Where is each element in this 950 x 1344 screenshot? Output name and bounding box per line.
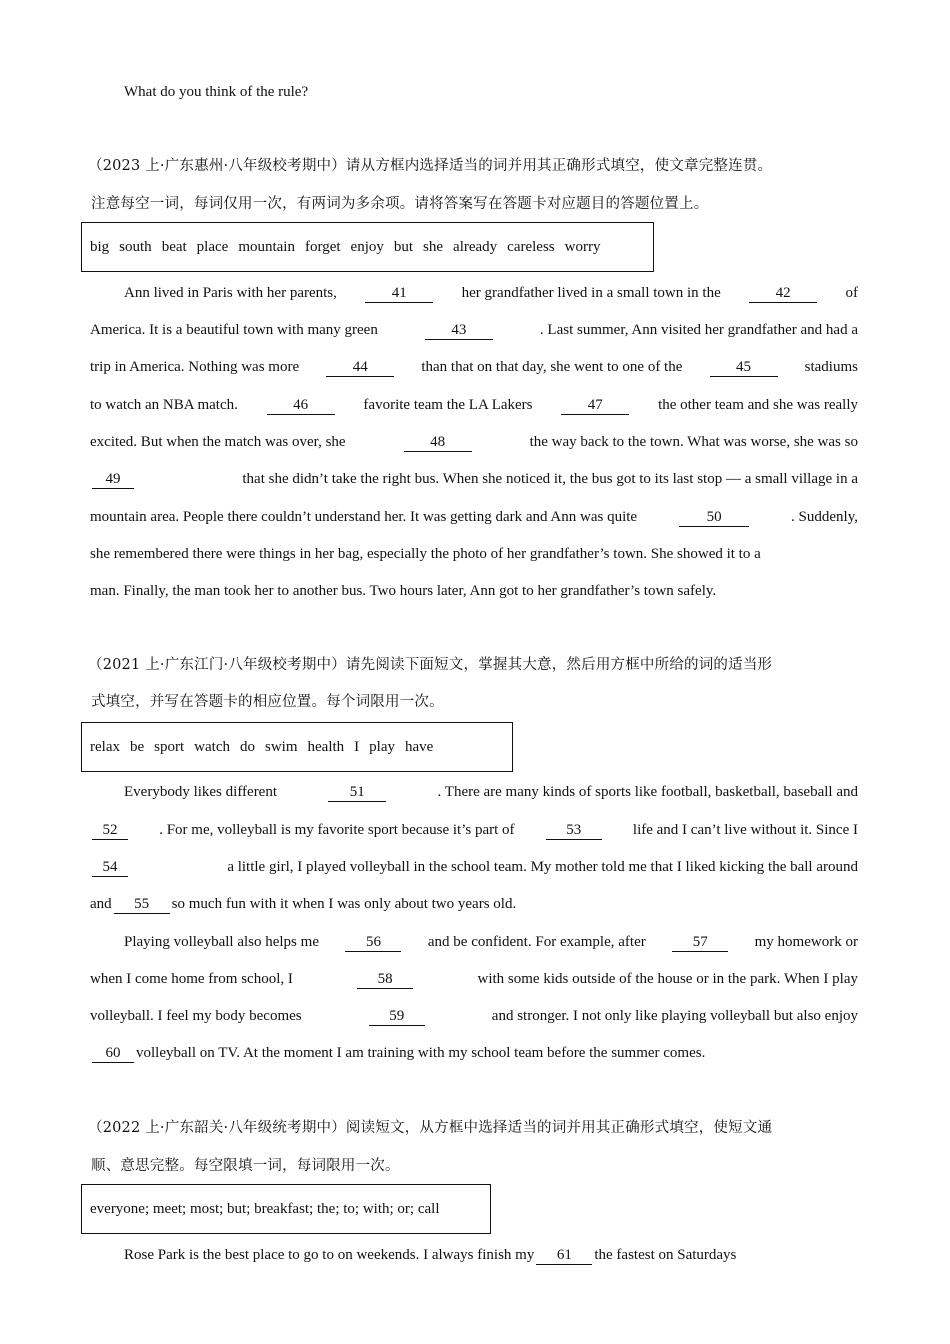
blank-55[interactable]: 55 xyxy=(114,896,170,914)
passage-line xyxy=(90,1006,858,1026)
blank-42[interactable]: 42 xyxy=(749,285,817,303)
passage-text: and stronger. I not only like playing volleyball but also enjoy xyxy=(491,1008,858,1024)
word-bank-word: place xyxy=(196,238,229,255)
section-instruction: 顺、意思完整。每空限填一词，每词限用一次。 xyxy=(91,1158,400,1174)
passage-text: the other team and she was really xyxy=(658,397,858,413)
passage-text: . Suddenly, xyxy=(791,509,858,525)
word-bank-word: mountain xyxy=(238,238,295,255)
passage-text: of xyxy=(845,285,858,301)
passage-line xyxy=(124,932,858,952)
blank-47[interactable]: 47 xyxy=(561,397,629,415)
passage-text: the fastest on Saturdays xyxy=(594,1247,737,1263)
word-bank-word: already xyxy=(453,238,498,255)
word-bank-word: I xyxy=(354,738,360,755)
word-bank-word: watch xyxy=(194,738,230,755)
word-bank-word: beat xyxy=(161,238,187,255)
passage-text: when I come home from school, I xyxy=(90,971,293,987)
blank-50[interactable]: 50 xyxy=(679,509,749,527)
passage-text: . Last summer, Ann visited her grandfather and had a xyxy=(539,322,858,338)
passage-text: that she didn’t take the right bus. When she noticed it, the bus got to its last stop — a small village in a xyxy=(242,471,858,487)
passage-line xyxy=(124,782,858,802)
passage-line xyxy=(90,894,516,914)
passage-line xyxy=(124,1245,736,1265)
passage-line xyxy=(90,544,858,564)
word-bank-word: sport xyxy=(154,738,185,755)
passage-line xyxy=(90,820,858,840)
word-bank-box xyxy=(81,222,654,272)
blank-53[interactable]: 53 xyxy=(546,822,602,840)
word-bank-word: do xyxy=(239,738,255,755)
word-bank-word: relax xyxy=(90,738,120,755)
passage-line xyxy=(124,283,858,303)
passage-line xyxy=(90,432,858,452)
passage-text: my homework or xyxy=(754,934,858,950)
word-bank-box xyxy=(81,722,513,772)
passage-text: the way back to the town. What was worse, she was so xyxy=(529,434,858,450)
passage-line xyxy=(90,969,858,989)
section-header: （2022 上·广东韶关·八年级统考期中）阅读短文，从方框中选择适当的词并用其正确形式填空，使短文通 xyxy=(88,1120,773,1136)
passage-text: Everybody likes different xyxy=(124,784,278,800)
passage-text: Rose Park is the best place to go to on weekends. I always finish my xyxy=(124,1247,535,1263)
blank-58[interactable]: 58 xyxy=(357,971,413,989)
passage-text: volleyball. I feel my body becomes xyxy=(90,1008,302,1024)
passage-text: mountain area. People there couldn’t understand her. It was getting dark and Ann was quite xyxy=(90,509,638,525)
passage-line xyxy=(90,1043,705,1063)
blank-57[interactable]: 57 xyxy=(672,934,728,952)
passage-text: so much fun with it when I was only about two years old. xyxy=(171,896,517,912)
passage-text: than that on that day, she went to one of the xyxy=(421,359,683,375)
word-bank-word: careless xyxy=(507,238,555,255)
passage-text: Ann lived in Paris with her parents, xyxy=(124,285,337,301)
passage-text: stadiums xyxy=(804,359,858,375)
passage-text: and be confident. For example, after xyxy=(427,934,646,950)
word-bank-word: play xyxy=(369,738,395,755)
passage-line xyxy=(90,320,858,340)
passage-text: . There are many kinds of sports like football, basketball, baseball and xyxy=(437,784,858,800)
word-bank-word: be xyxy=(129,738,145,755)
word-bank-word: big xyxy=(90,238,110,255)
word-bank-word: but xyxy=(393,238,414,255)
passage-text: a little girl, I played volleyball in the school team. My mother told me that I liked kicking the ball around xyxy=(227,859,858,875)
blank-60[interactable]: 60 xyxy=(92,1045,134,1063)
section-instruction: 注意每空一词，每词仅用一次，有两词为多余项。请将答案写在答题卡对应题目的答题位置上。 xyxy=(91,196,709,212)
blank-54[interactable]: 54 xyxy=(92,859,128,877)
passage-text: volleyball on TV. At the moment I am training with my school team before the summer comes. xyxy=(136,1045,706,1061)
section-instruction: 式填空，并写在答题卡的相应位置。每个词限用一次。 xyxy=(91,694,444,710)
passage-text: with some kids outside of the house or in the park. When I play xyxy=(477,971,858,987)
word-bank-word: forget xyxy=(304,238,341,255)
word-bank-word: enjoy xyxy=(350,238,384,255)
blank-45[interactable]: 45 xyxy=(710,359,778,377)
passage-text: to watch an NBA match. xyxy=(90,397,238,413)
blank-51[interactable]: 51 xyxy=(328,784,386,802)
passage-text: Playing volleyball also helps me xyxy=(124,934,319,950)
passage-text: excited. But when the match was over, she xyxy=(90,434,346,450)
passage-text: her grandfather lived in a small town in the xyxy=(461,285,721,301)
blank-52[interactable]: 52 xyxy=(92,822,128,840)
passage-text: she remembered there were things in her bag, especially the photo of her grandfather’s town. She showed it to a xyxy=(90,546,761,562)
word-bank-word: worry xyxy=(564,238,601,255)
passage-line xyxy=(90,395,858,415)
blank-56[interactable]: 56 xyxy=(345,934,401,952)
blank-41[interactable]: 41 xyxy=(365,285,433,303)
passage-text: trip in America. Nothing was more xyxy=(90,359,300,375)
word-bank-word: south xyxy=(119,238,152,255)
blank-61[interactable]: 61 xyxy=(536,1247,592,1265)
passage-text: man. Finally, the man took her to another bus. Two hours later, Ann got to her grandfather’s town safely. xyxy=(90,583,717,599)
blank-43[interactable]: 43 xyxy=(425,322,493,340)
word-bank-word: have xyxy=(404,738,434,755)
blank-49[interactable]: 49 xyxy=(92,471,134,489)
passage-line xyxy=(90,357,858,377)
passage-line xyxy=(90,857,858,877)
passage-text: America. It is a beautiful town with many green xyxy=(90,322,378,338)
passage-text: and xyxy=(90,896,112,912)
blank-48[interactable]: 48 xyxy=(404,434,472,452)
blank-46[interactable]: 46 xyxy=(267,397,335,415)
word-bank-word: health xyxy=(307,738,345,755)
blank-59[interactable]: 59 xyxy=(369,1008,425,1026)
passage-text: life and I can’t live without it. Since I xyxy=(632,822,858,838)
passage-line xyxy=(90,469,858,489)
passage-text: favorite team the LA Lakers xyxy=(363,397,533,413)
intro-question: What do you think of the rule? xyxy=(124,84,309,100)
passage-text: . For me, volleyball is my favorite sport because it’s part of xyxy=(159,822,515,838)
blank-44[interactable]: 44 xyxy=(326,359,394,377)
word-bank-word: swim xyxy=(264,738,298,755)
passage-line xyxy=(90,507,858,527)
section-header: （2021 上·广东江门·八年级校考期中）请先阅读下面短文，掌握其大意，然后用方框中所给的词的适当形 xyxy=(88,657,773,673)
section-header: （2023 上·广东惠州·八年级校考期中）请从方框内选择适当的词并用其正确形式填空，使文章完整连贯。 xyxy=(88,158,773,174)
passage-line xyxy=(90,581,716,601)
word-bank-word: she xyxy=(423,238,444,255)
word-bank-box: everyone; meet; most; but; breakfast; the; to; with; or; call xyxy=(81,1184,491,1234)
